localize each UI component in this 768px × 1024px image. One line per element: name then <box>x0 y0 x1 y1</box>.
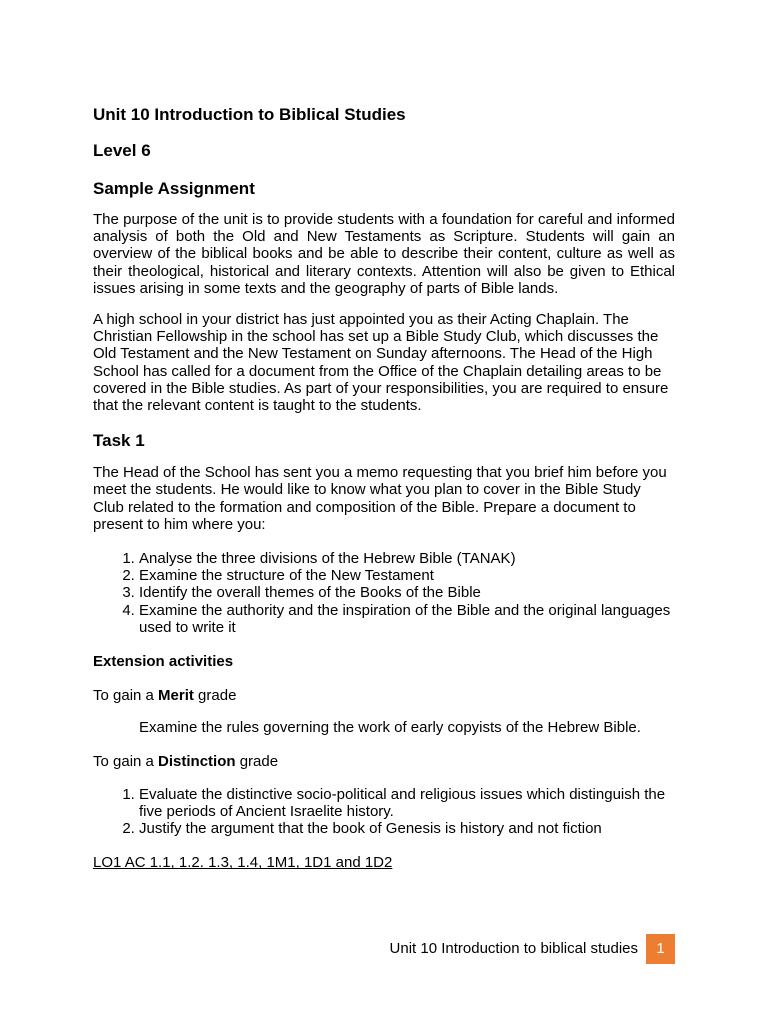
footer-text: Unit 10 Introduction to biblical studies <box>389 940 638 957</box>
distinction-list <box>93 786 675 838</box>
list-item: 2. Justify the argument that the book of Genesis is history and not fiction <box>139 820 675 837</box>
merit-item: Examine the rules governing the work of early copyists of the Hebrew Bible. <box>139 719 641 737</box>
list-item: 1. Evaluate the distinctive socio-political and religious issues which distinguish the five periods of Ancient Israelite history. <box>139 786 675 820</box>
page-footer <box>0 934 768 964</box>
merit-prefix: To gain a <box>93 687 159 705</box>
distinction-prefix: To gain a <box>93 752 159 770</box>
distinction-line <box>93 753 675 770</box>
distinction-suffix: grade <box>235 752 279 770</box>
sample-assignment-heading: Sample Assignment <box>93 179 255 198</box>
list-item: 1. Analyse the three divisions of the Hebrew Bible (TANAK) <box>139 550 675 567</box>
merit-suffix: grade <box>193 687 237 705</box>
document-body <box>93 104 675 872</box>
merit-word: Merit <box>158 687 194 705</box>
list-item: 3. Identify the overall themes of the Books of the Bible <box>139 584 675 601</box>
level-heading: Level 6 <box>93 141 151 160</box>
extension-heading: Extension activities <box>93 653 234 671</box>
scenario-paragraph: A high school in your district has just appointed you as their Acting Chaplain. The Christian Fellowship in the school has set up a Bible Study Club, which discusses the Old Testament and the New Testament on Sunday afternoons. The Head of the High School has called for a document from the Office of the Chaplain detailing areas to be covered in the Bible studies. As part of your responsibilities, you are required to ensure that the relevant content is taught to the students. <box>93 311 669 415</box>
merit-line <box>93 687 675 704</box>
task-list <box>93 550 675 636</box>
task-paragraph: The Head of the School has sent you a memo requesting that you brief him before you meet the students. He would like to know what you plan to cover in the Bible Study Club related to the formation and composition of the Bible. Prepare a document to present to him where you: <box>93 464 667 533</box>
document-title: Unit 10 Introduction to Biblical Studies <box>93 105 406 124</box>
task-1-heading: Task 1 <box>93 431 145 451</box>
intro-paragraph: The purpose of the unit is to provide students with a foundation for careful and informed analysis of both the Old and New Testaments as Scripture. Students will gain an overview of the biblical books and be able to describe their content, culture as well as their theological, historical and literary contexts. Attention will also be given to Ethical issues arising in some texts and the geography of parts of Bible lands. <box>93 211 675 297</box>
list-item: 2. Examine the structure of the New Testament <box>139 567 675 584</box>
learning-outcomes: LO1 AC 1.1, 1.2. 1.3, 1.4, 1M1, 1D1 and 1D2 <box>93 854 393 872</box>
list-item: 4. Examine the authority and the inspiration of the Bible and the original languages used to write it <box>139 602 675 636</box>
distinction-word: Distinction <box>158 752 236 770</box>
page-number-badge: 1 <box>646 934 675 964</box>
